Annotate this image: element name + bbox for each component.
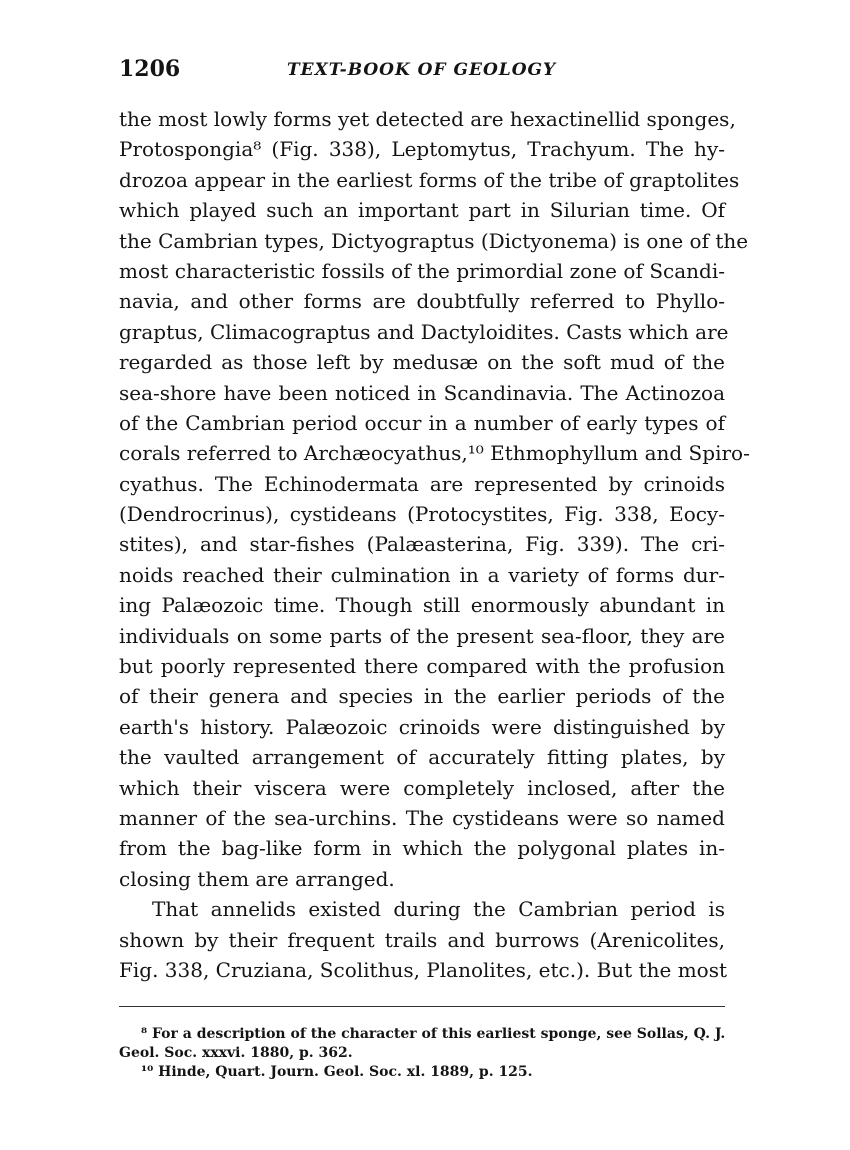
text-line: the vaulted arrangement of accurately fitting plates, by (119, 745, 725, 770)
text-line: stites), and star-fishes (Palæasterina, Fig. 339). The cri- (119, 532, 725, 557)
running-title: TEXT-BOOK OF GEOLOGY (287, 60, 557, 80)
body-text (119, 104, 750, 985)
paragraph-first-line: That annelids existed during the Cambrian period is (152, 897, 725, 922)
text-line: but poorly represented there compared with the profusion (119, 654, 725, 679)
text-line: of the Cambrian period occur in a number of early types of (119, 410, 725, 435)
text-line: the most lowly forms yet detected are hexactinellid sponges, (119, 107, 736, 131)
text-line: Fig. 338, Cruziana, Scolithus, Planolites, etc.). But the most (119, 957, 727, 982)
text-line: from the bag-like form in which the polygonal plates in- (119, 836, 725, 861)
text-line: earth's history. Palæozoic crinoids were distinguished by (119, 714, 725, 739)
page-header (119, 56, 725, 88)
text-line: most characteristic fossils of the primordial zone of Scandi- (119, 258, 725, 283)
text-line: manner of the sea-urchins. The cystideans were so named (119, 805, 725, 830)
text-line: which played such an important part in Silurian time. Of (119, 198, 725, 223)
text-line: navia, and other forms are doubtfully referred to Phyllo- (119, 289, 725, 314)
footnote-8-continued: Geol. Soc. xxxvi. 1880, p. 362. (119, 1045, 353, 1061)
text-line: drozoa appear in the earliest forms of the tribe of graptolites (119, 167, 740, 192)
footnotes (119, 1025, 725, 1082)
text-line: individuals on some parts of the present sea-floor, they are (119, 623, 725, 648)
text-line: noids reached their culmination in a variety of forms dur- (119, 562, 725, 587)
text-line: corals referred to Archæocyathus,¹⁰ Ethmophyllum and Spiro- (119, 441, 750, 466)
text-line: graptus, Climacograptus and Dactyloidites. Casts which are (119, 319, 729, 344)
text-line: the Cambrian types, Dictyograptus (Dictyonema) is one of the (119, 228, 749, 253)
text-line: cyathus. The Echinodermata are represented by crinoids (119, 471, 725, 496)
text-line: regarded as those left by medusæ on the soft mud of the (119, 350, 725, 375)
text-line: which their viscera were completely inclosed, after the (119, 775, 725, 800)
text-line: sea-shore have been noticed in Scandinavia. The Actinozoa (119, 380, 725, 405)
text-line: shown by their frequent trails and burrows (Arenicolites, (119, 927, 725, 952)
text-line: closing them are arranged. (119, 866, 395, 891)
text-line: ing Palæozoic time. Though still enormously abundant in (119, 593, 725, 618)
footnote-8: ⁸ For a description of the character of this earliest sponge, see Sollas, Q. J. (141, 1026, 726, 1042)
footnote-divider (119, 1006, 725, 1007)
text-line: (Dendrocrinus), cystideans (Protocystites, Fig. 338, Eocy- (119, 502, 725, 527)
text-line: of their genera and species in the earlier periods of the (119, 684, 725, 709)
text-line: Protospongia⁸ (Fig. 338), Leptomytus, Trachyum. The hy- (119, 137, 725, 162)
footnote-10: ¹⁰ Hinde, Quart. Journ. Geol. Soc. xl. 1889, p. 125. (141, 1064, 533, 1080)
page-number: 1206 (119, 56, 181, 82)
